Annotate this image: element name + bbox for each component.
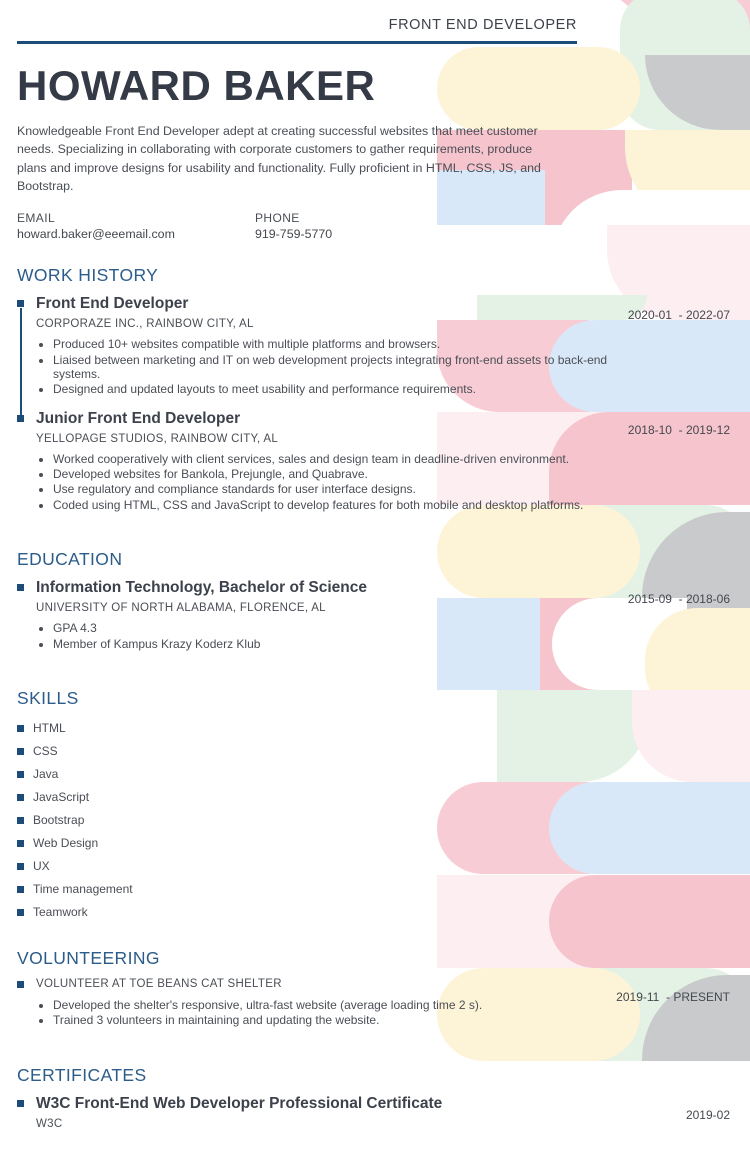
education-entries: [0, 579, 750, 664]
skill-item: [17, 832, 750, 855]
certificate-entry: [0, 1095, 750, 1149]
candidate-name: HOWARD BAKER: [17, 62, 376, 109]
phone-value: 919-759-5770: [255, 227, 333, 242]
work-entry: [0, 295, 750, 409]
job-bullet: • Developed websites for Bankola, Prejungle, and Quabrave.: [53, 468, 630, 482]
skill-item: [17, 809, 750, 832]
skill-label: JavaScript: [33, 790, 90, 804]
contact-phone: [255, 211, 493, 241]
skill-item: [17, 763, 750, 786]
job-bullet: • Produced 10+ websites compatible with multiple platforms and browsers.: [53, 338, 630, 352]
skill-item: [17, 878, 750, 901]
timeline-square-icon: [17, 1100, 24, 1107]
volunteering-entry: [0, 978, 750, 1041]
skill-item: [17, 717, 750, 740]
skill-label: Time management: [33, 882, 133, 896]
square-bullet-icon: [17, 909, 24, 916]
contact-email: [17, 211, 255, 241]
volunteer-role: VOLUNTEER AT TOE BEANS CAT SHELTER: [36, 978, 282, 990]
square-bullet-icon: [17, 886, 24, 893]
job-company: CORPORAZE INC., RAINBOW CITY, AL: [36, 318, 254, 331]
skill-label: Java: [33, 767, 59, 781]
job-bullet: • Coded using HTML, CSS and JavaScript to develop features for both mobile and desktop platforms.: [53, 499, 630, 513]
job-dates: 2018-10 - 2019-12: [627, 422, 730, 437]
education-bullet: • GPA 4.3: [53, 622, 630, 636]
header-job-title: FRONT END DEVELOPER: [388, 17, 577, 33]
job-dates: 2020-01 - 2022-07: [627, 308, 730, 323]
volunteer-bullet: • Developed the shelter's responsive, ultra-fast website (average loading time 2 s).: [53, 999, 630, 1013]
education-dates: 2015-09 - 2018-06: [627, 592, 730, 607]
volunteer-dates: 2019-11 - PRESENT: [616, 990, 730, 1004]
square-bullet-icon: [17, 794, 24, 801]
job-role: Front End Developer: [36, 295, 189, 313]
skill-item: [17, 786, 750, 809]
section-title-work-history: WORK HISTORY: [17, 265, 159, 286]
job-bullet: • Liaised between marketing and IT on web development projects integrating front-end assets to back-end systems.: [53, 354, 630, 382]
work-entry: [0, 410, 750, 526]
profile-summary: Knowledgeable Front End Developer adept at creating successful websites that meet customer needs. Specializing in collaborating with corporate customers to gather requirements, produce plans and improve designs for usability and functionality. Fully proficient in HTML, CSS, JS, and Bootstrap.: [17, 124, 541, 194]
work-history-entries: [0, 295, 750, 525]
square-bullet-icon: [17, 725, 24, 732]
square-bullet-icon: [17, 863, 24, 870]
timeline-square-icon: [17, 981, 24, 988]
section-title-education: EDUCATION: [17, 549, 123, 570]
square-bullet-icon: [17, 748, 24, 755]
skill-label: Web Design: [33, 836, 99, 850]
timeline-square-icon: [17, 300, 24, 307]
phone-label: PHONE: [255, 211, 300, 226]
job-role: Junior Front End Developer: [36, 409, 241, 427]
job-company: YELLOPAGE STUDIOS, RAINBOW CITY, AL: [36, 432, 279, 445]
job-bullets: [36, 338, 630, 397]
skill-label: UX: [33, 859, 50, 873]
timeline-square-icon: [17, 415, 24, 422]
job-bullets: [36, 453, 630, 513]
certificate-dates: 2019-02: [685, 1107, 730, 1122]
certificate-issuer: W3C: [36, 1117, 63, 1130]
square-bullet-icon: [17, 771, 24, 778]
skill-item: [17, 855, 750, 878]
skill-label: Teamwork: [33, 905, 88, 919]
degree: Information Technology, Bachelor of Science: [36, 579, 368, 597]
certificates-entries: [0, 1095, 750, 1149]
job-bullet: • Designed and updated layouts to meet usability and performance requirements.: [53, 383, 630, 397]
skill-label: CSS: [33, 744, 58, 758]
contact-block: [17, 211, 750, 241]
section-title-certificates: CERTIFICATES: [17, 1064, 147, 1085]
header-divider: [17, 41, 577, 44]
skill-label: HTML: [33, 721, 66, 735]
job-bullet: • Use regulatory and compliance standards for user interface designs.: [53, 483, 630, 497]
volunteering-entries: [0, 978, 750, 1041]
square-bullet-icon: [17, 840, 24, 847]
education-bullet: • Member of Kampus Krazy Koderz Klub: [53, 638, 630, 652]
email-label: EMAIL: [17, 211, 56, 226]
skill-label: Bootstrap: [33, 813, 85, 827]
section-title-skills: SKILLS: [17, 688, 79, 708]
education-entry: [0, 579, 750, 664]
square-bullet-icon: [17, 817, 24, 824]
education-bullets: [36, 622, 630, 651]
job-bullet: • Worked cooperatively with client services, sales and design team in deadline-driven environment.: [53, 453, 630, 467]
school: UNIVERSITY OF NORTH ALABAMA, FLORENCE, AL: [36, 602, 326, 615]
timeline-square-icon: [17, 584, 24, 591]
skills-list: [17, 717, 750, 924]
email-value: howard.baker@eeemail.com: [17, 227, 175, 242]
volunteer-bullets: [36, 999, 630, 1028]
skill-item: [17, 901, 750, 924]
volunteer-bullet: • Trained 3 volunteers in maintaining and updating the website.: [53, 1014, 630, 1028]
skill-item: [17, 740, 750, 763]
certificate-name: W3C Front-End Web Developer Professional Certificate: [36, 1094, 443, 1112]
section-title-volunteering: VOLUNTEERING: [17, 948, 160, 968]
